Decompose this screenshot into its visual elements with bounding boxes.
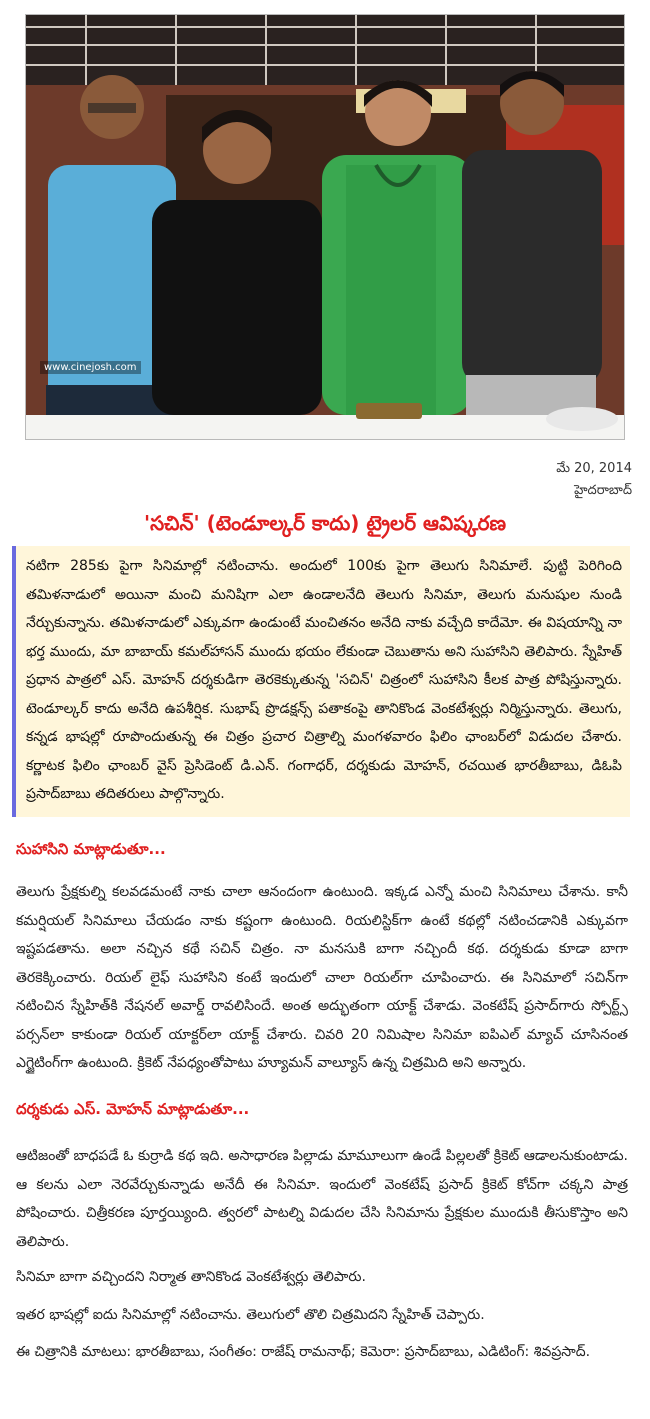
paragraph-director: ఆటిజంతో బాధపడే ఓ కుర్రాడి కథ ఇది. అసాధారణ పిల్లాడు మామూలుగా ఉండే పిల్లలతో క్రికెట్ ఆడాలనుకుంటాడు. ఆ కలను ఎలా నెరవేర్చుకున్నాడు అనేదీ ఈ సినిమా. ఇందులో వెంకటేష్ ప్రసాద్ క్రికెట్ కోచ్‌గా చక్కని పాత్ర పోషించారు. చిత్రీకరణ పూర్తయ్యింది. త్వరలో పాటల్ని విడుదల చేసి సినిమాను ప్రేక్షకుల ముందుకి తీసుకొస్తాం అని తెలిపారు. — [16, 1148, 628, 1250]
article-headline: 'సచిన్' (టెండూల్కర్ కాదు) ట్రైలర్ ఆవిష్కరణ — [143, 511, 507, 535]
place: హైదరాబాద్ — [574, 483, 632, 498]
table-item-book — [356, 403, 422, 419]
lead-paragraph: నటిగా 285కు పైగా సినిమాల్లో నటించాను. అందులో 100కు పైగా తెలుగు సినిమాలే. పుట్టి పెరిగింది తమిళనాడులో అయినా మంచి మనిషిగా ఎలా ఉండాలనేది తెలుగు సినిమా, తెలుగు మనుషుల నుండి నేర్చుకున్నాను. తమిళనాడులో ఎక్కువగా ఉండుంటే మంచితనం అనేది నాకు వచ్చేది కాదేమో. ఈ విషయాన్ని నా భర్త ముందు, మా బాబాయ్ కమల్‌హాసన్ ముందు భయం లేకుండా చెబుతాను అని సుహాసిని తెలిపారు. స్నేహిత్ ప్రధాన పాత్రలో ఎస్. మోహన్ దర్శకుడిగా తెరకెక్కుతున్న 'సచిన్' చిత్రంలో సుహాసిని కీలక పాత్ర పోషిస్తున్నారు. టెండూల్కర్ కాదు అనేది ఉపశీర్షిక. సుభాష్ ప్రొడక్షన్స్ పతాకంపై తానికొండ వెంకటేశ్వర్లు నిర్మిస్తున్నారు. తెలుగు, కన్నడ భాషల్లో రూపొందుతున్న ఈ చిత్రం ప్రచార చిత్రాల్ని మంగళవారం ఫిలిం ఛాంబర్‌లో విడుదల చేశారు. కర్ణాటక ఫిలిం ఛాంబర్ వైస్ ప్రెసిడెంట్ డి.ఎన్. గంగాధర్, దర్శకుడు మోహన్, రచయిత భారతీబాబు, డిఓపి ప్రసాద్‌బాబు తదితరులు పాల్గొన్నారు. — [12, 546, 630, 817]
dateline — [556, 458, 632, 502]
paragraph-credits: ఈ చిత్రానికి మాటలు: భారతీబాబు, సంగీతం: రాజేష్ రామనాథ్; కెమెరా: ప్రసాద్‌బాబు, ఎడిటింగ్: శివప్రసాద్. — [16, 1344, 591, 1360]
event-photo-illustration — [26, 15, 624, 439]
paragraph-suhasini: తెలుగు ప్రేక్షకుల్ని కలవడమంటే నాకు చాలా ఆనందంగా ఉంటుంది. ఇక్కడ ఎన్నో మంచి సినిమాలు చేశాను. కానీ కమర్షియల్ సినిమాలు చేయడం నాకు కష్టంగా ఉంటుంది. రియలిస్టిక్‌గా ఉంటే కథల్లో నటించడానికి ఎక్కువగా ఇష్టపడతాను. అలా నచ్చిన కథే సచిన్ చిత్రం. నా మనసుకి బాగా నచ్చిందీ కథ. దర్శకుడు కూడా బాగా తెరకెక్కించారు. రియల్ లైఫ్ సుహాసిని కంటే ఇందులో చాలా రియల్‌గా చూపించారు. ఈ సినిమాలో సచిన్‌గా నటించిన స్నేహిత్‌కి నేషనల్ అవార్డ్ రావలిసిందే. అంత అద్భుతంగా యాక్ట్ చేశాడు. వెంకటేష్ ప్రసాద్‌గారు స్పోర్ట్స్ పర్సన్‌లా కాకుండా రియల్ యాక్టర్‌లా యాక్ట్ చేశారు. చివరి 20 నిమిషాల సినిమా ఐపిఎల్ మ్యాచ్ చూసినంత ఎగ్జైటింగ్‌గా ఉంటుంది. క్రికెట్ నేపధ్యంతోపాటు హ్యూమన్ వాల్యూస్ ఉన్న చిత్రమిది అని అన్నారు. — [16, 884, 628, 1071]
subheading-director: దర్శకుడు ఎస్. మోహన్ మాట్లాడుతూ... — [16, 1100, 250, 1118]
date: మే 20, 2014 — [556, 461, 632, 476]
event-photo — [25, 14, 625, 440]
watermark: www.cinejosh.com — [40, 361, 141, 374]
paragraph-snehith: ఇతర భాషల్లో ఐదు సినిమాల్లో నటించాను. తెలుగులో తొలి చిత్రమిదని స్నేహిత్ చెప్పారు. — [16, 1307, 485, 1323]
table-item-cloth — [546, 407, 618, 431]
paragraph-producer: సినిమా బాగా వచ్చిందని నిర్మాత తానికొండ వెంకటేశ్వర్లు తెలిపారు. — [16, 1269, 366, 1285]
subheading-suhasini: సుహాసిని మాట్లాడుతూ... — [16, 840, 166, 858]
